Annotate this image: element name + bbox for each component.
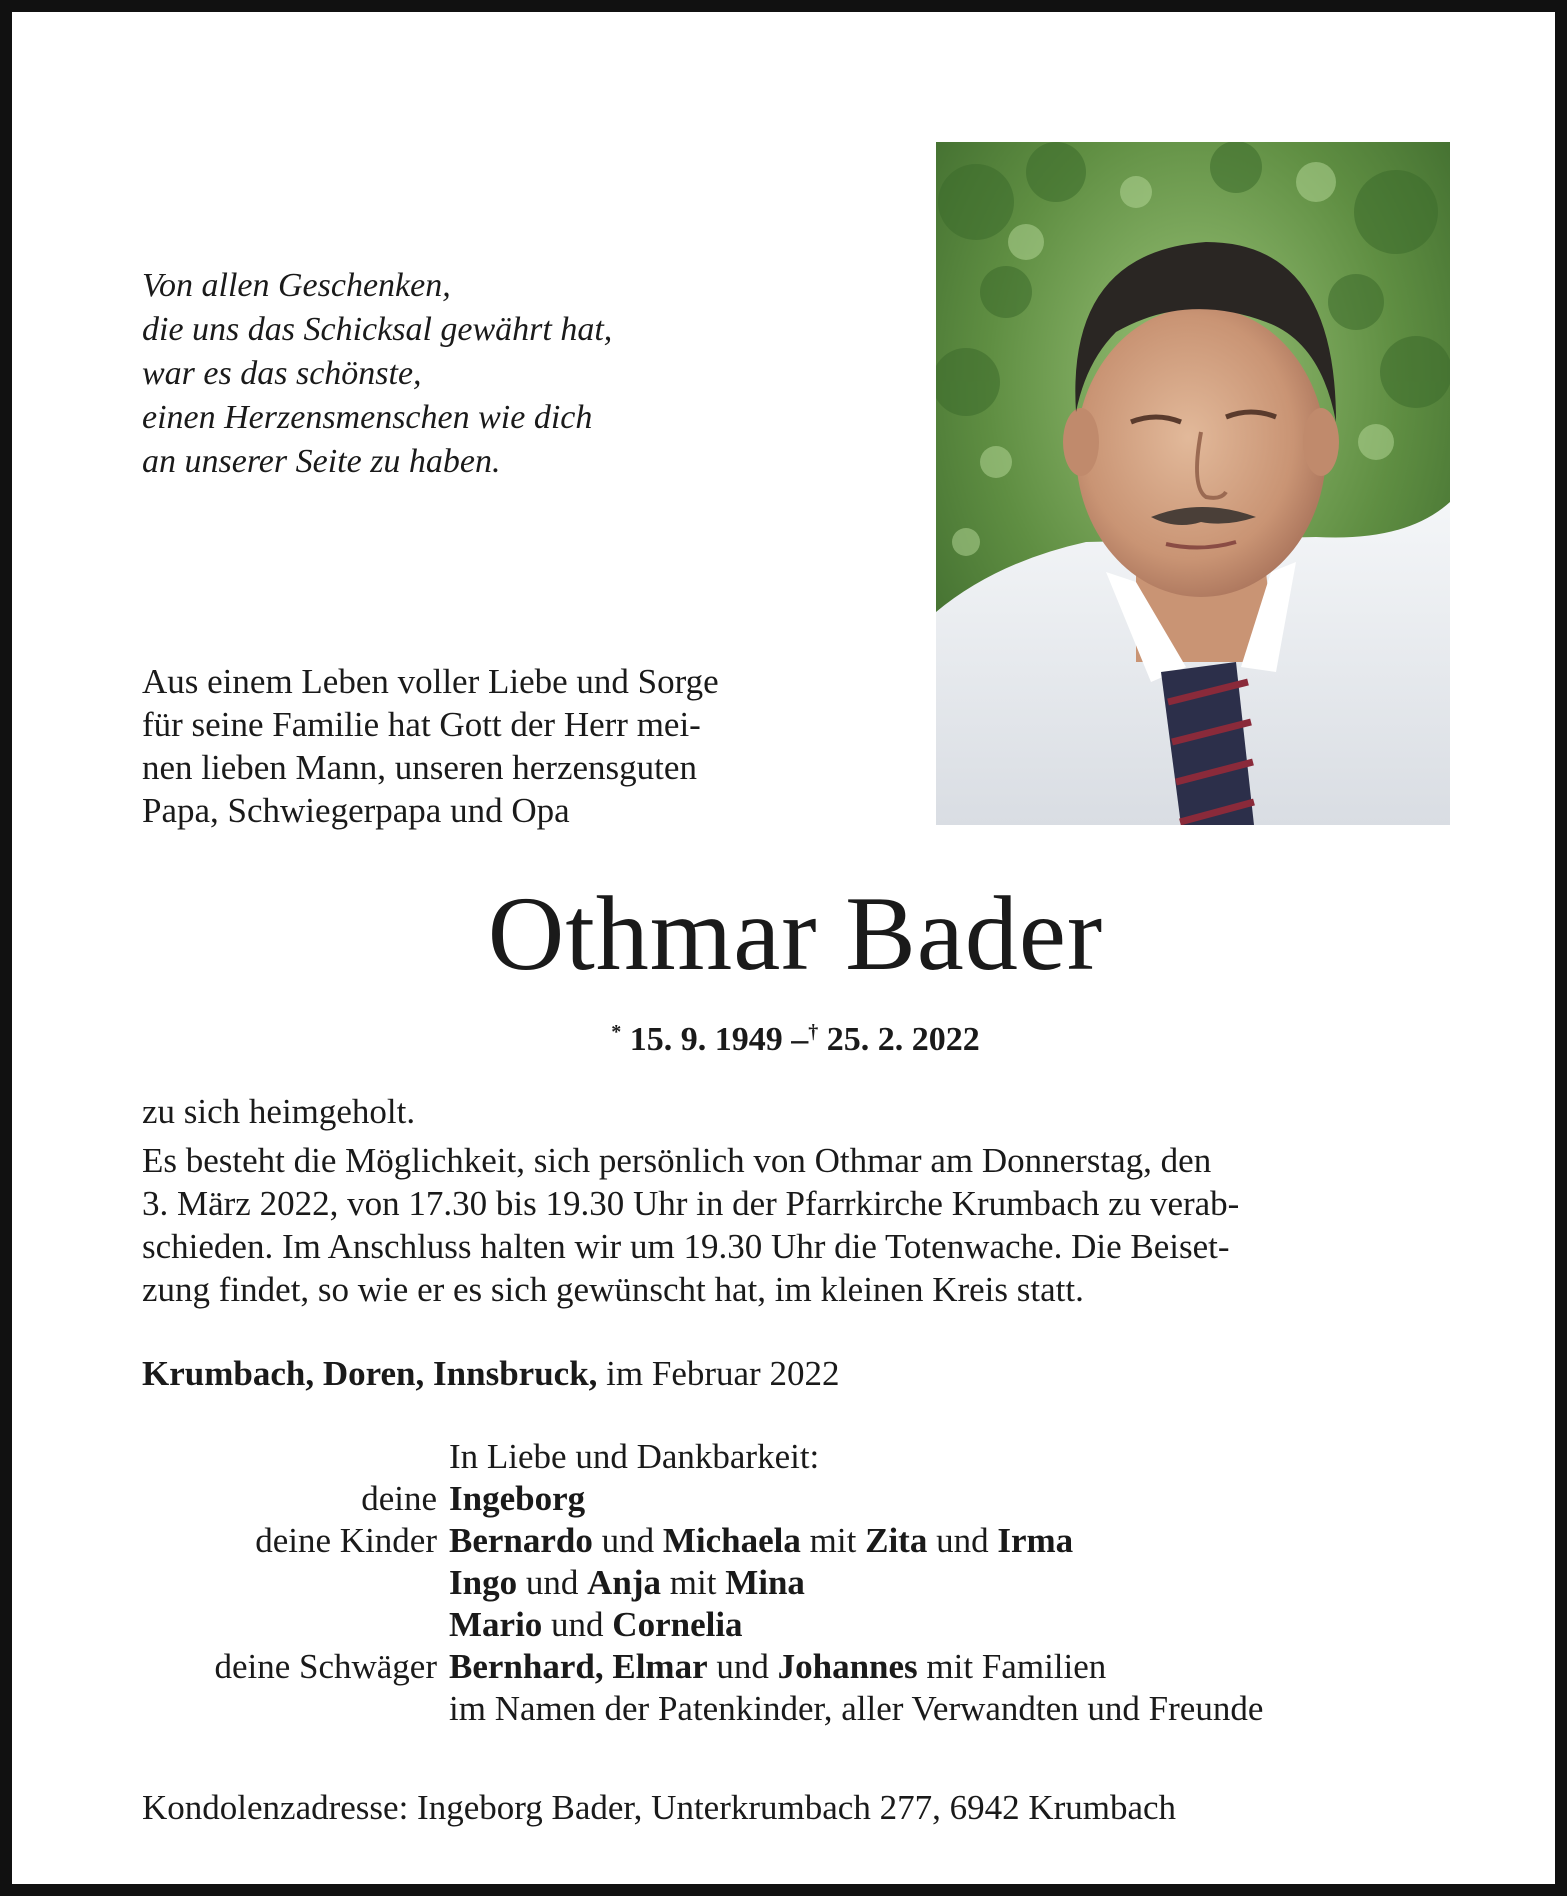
poem — [142, 264, 842, 484]
intro-line: nen lieben Mann, unseren herzensguten — [142, 748, 697, 787]
body-line: schieden. Im Anschluss halten wir um 19.30 Uhr die Totenwache. Die Beiset- — [142, 1227, 1230, 1266]
family-label: deine — [361, 1479, 437, 1518]
family-heading: In Liebe und Dankbarkeit: — [449, 1437, 820, 1476]
poem-line: an unserer Seite zu haben. — [142, 443, 501, 480]
life-dates — [12, 1010, 1567, 1062]
family-name: Mina — [725, 1563, 805, 1602]
poem-line: Von allen Geschenken, — [142, 267, 451, 304]
family-name: Ingo — [449, 1563, 518, 1602]
family-name: Bernhard, Elmar — [449, 1647, 708, 1686]
family-name: Bernardo — [449, 1521, 593, 1560]
family-closing: im Namen der Patenkinder, aller Verwandten und Freunde — [449, 1689, 1264, 1728]
poem-line: einen Herzensmenschen wie dich — [142, 399, 593, 436]
family-conjunction: und — [936, 1521, 989, 1560]
family-label: deine Kinder — [255, 1521, 437, 1560]
family-conjunction: und — [551, 1605, 604, 1644]
family-row-children — [142, 1604, 1452, 1646]
poem-line: die uns das Schicksal gewährt hat, — [142, 311, 613, 348]
family-conjunction: und — [525, 1563, 579, 1602]
date-separator: – — [791, 1021, 809, 1058]
family-name: Zita — [865, 1521, 928, 1560]
family-name: Anja — [587, 1563, 661, 1602]
place-and-date — [142, 1352, 1452, 1395]
death-date: 25. 2. 2022 — [826, 1021, 980, 1058]
body-line: 3. März 2022, von 17.30 bis 19.30 Uhr in der Pfarrkirche Krumbach zu verab- — [142, 1184, 1240, 1223]
family-suffix: mit Familien — [926, 1647, 1107, 1686]
birth-date: 15. 9. 1949 — [629, 1021, 783, 1058]
intro-line: Papa, Schwiegerpapa und Opa — [142, 791, 570, 830]
birth-symbol: * — [611, 1021, 622, 1043]
place-date: im Februar 2022 — [606, 1354, 840, 1393]
family-row-closing — [142, 1688, 1452, 1730]
body-text — [142, 1090, 1452, 1311]
family-name: Irma — [997, 1521, 1074, 1560]
deceased-name: Othmar Bader — [487, 875, 1104, 992]
body-line: Es besteht die Möglichkeit, sich persönlich von Othmar am Donnerstag, den — [142, 1141, 1212, 1180]
family-conjunction: und — [716, 1647, 769, 1686]
family-row-inlaws — [142, 1646, 1452, 1688]
intro-line: Aus einem Leben voller Liebe und Sorge — [142, 662, 719, 701]
family-conjunction: und — [601, 1521, 655, 1560]
portrait-photo — [936, 142, 1450, 825]
poem-line: war es das schönste, — [142, 355, 422, 392]
body-line: zu sich heimgeholt. — [142, 1092, 416, 1131]
family-name: Cornelia — [612, 1605, 743, 1644]
death-symbol: † — [808, 1021, 819, 1043]
family-heading-row — [142, 1436, 1452, 1478]
family-conjunction: mit — [809, 1521, 857, 1560]
family-conjunction: mit — [669, 1563, 717, 1602]
family-name: Ingeborg — [449, 1479, 586, 1518]
places: Krumbach, Doren, Innsbruck, — [142, 1354, 598, 1393]
condolence-address: Kondolenzadresse: Ingeborg Bader, Unterkrumbach 277, 6942 Krumbach — [142, 1788, 1177, 1827]
intro-line: für seine Familie hat Gott der Herr mei- — [142, 705, 701, 744]
family-label: deine Schwäger — [214, 1647, 437, 1686]
family-name: Michaela — [662, 1521, 801, 1560]
intro-text — [142, 660, 842, 832]
family-row-wife — [142, 1478, 1452, 1520]
family-name: Mario — [449, 1605, 543, 1644]
family-row-children — [142, 1562, 1452, 1604]
body-line: zung findet, so wie er es sich gewünscht hat, im kleinen Kreis statt. — [142, 1270, 1084, 1309]
family-name: Johannes — [777, 1647, 918, 1686]
family-list — [142, 1436, 1452, 1730]
family-row-children — [142, 1520, 1452, 1562]
